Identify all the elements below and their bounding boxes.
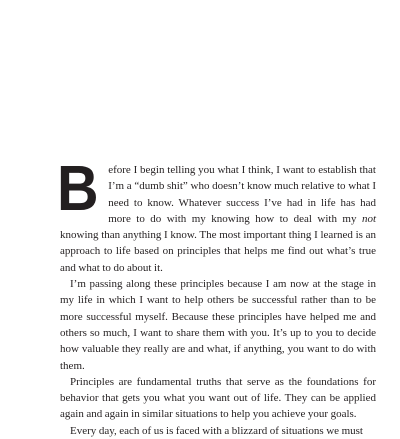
paragraph-1: [57, 152, 376, 276]
body-text: [57, 152, 376, 439]
paragraph-1-text-a: efore I begin telling you what I think, I want to establish that I’m a “dumb shit” who doesn’t know much relative to what I need to know. Whatever success I’ve had in life has had more to do with my knowing how to deal with my: [108, 164, 376, 225]
paragraph-4: Every day, each of us is faced with a blizzard of situations we must: [70, 424, 363, 437]
paragraph-1-emphasis: not: [361, 212, 376, 225]
drop-cap: B: [57, 152, 99, 224]
paragraph-2: I’m passing along these principles because I am now at the stage in my life in which I want to help others be successful rather than to be more successful myself. Because these principles have helped me and others so much, I want to share them with you. It’s up to you to decide how valuable they really are and what, if anything, you want to do with them.: [60, 278, 376, 372]
paragraph-1-text-b: knowing than anything I know. The most important thing I learned is an approach to life based on principles that helps me find out what’s true and what to do about it.: [60, 229, 376, 274]
paragraph-3: Principles are fundamental truths that serve as the foundations for behavior that gets you what you want out of life. They can be applied again and again in similar situations to help you achieve your goals.: [60, 375, 376, 421]
